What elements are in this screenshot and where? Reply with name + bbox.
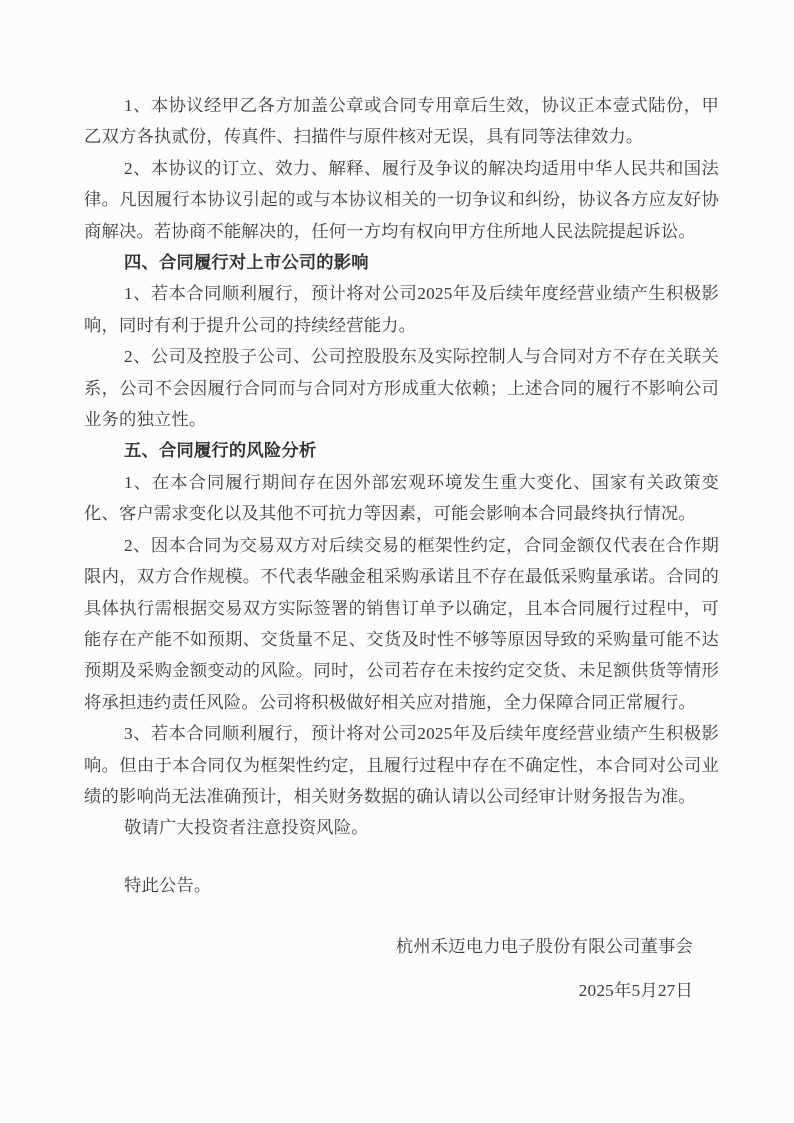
section-5-heading: 五、合同履行的风险分析 [124, 441, 317, 461]
section-5-paragraph-2: 2、因本合同为交易双方对后续交易的框架性约定，合同金额仅代表在合作期限内，双方合作规模。不代表华融金租采购承诺且不存在最低采购量承诺。合同的具体执行需根据交易双方实际签署的销售订单予以确定，且本合同履行过程中，可能存在产能不如预期、交货量不足、交货及时性不够等原因导致的采购量可能不达预期及采购金额变动的风险。同时，公司若存在未按约定交货、未足额供货等情形将承担违约责任风险。公司将积极做好相关应对措施，全力保障合同正常履行。 [84, 535, 719, 712]
section-4-heading: 四、合同履行对上市公司的影响 [124, 253, 369, 273]
general-terms-paragraph-2: 2、本协议的订立、效力、解释、履行及争议的解决均适用中华人民共和国法律。凡因履行本协议引起的或与本协议相关的一切争议和纠纷，协议各方应友好协商解决。若协商不能解决的，任何一方均有权向甲方住所地人民法院提起诉讼。 [84, 158, 719, 241]
signature-company: 杭州禾迈电力电子股份有限公司董事会 [395, 937, 693, 957]
document-content [84, 90, 719, 1006]
general-terms-paragraph-1: 1、本协议经甲乙各方加盖公章或合同专用章后生效，协议正本壹式陆份，甲乙双方各执贰份，传真件、扫描件与原件核对无误，具有同等法律效力。 [84, 96, 719, 147]
section-5-paragraph-3: 3、若本合同顺利履行，预计将对公司2025年及后续年度经营业绩产生积极影响。但由于本合同仅为框架性约定，且履行过程中存在不确定性，本合同对公司业绩的影响尚无法准确预计，相关财务数据的确认请以公司经审计财务报告为准。 [84, 724, 719, 806]
section-4-paragraph-1: 1、若本合同顺利履行，预计将对公司2025年及后续年度经营业绩产生积极影响，同时有利于提升公司的持续经营能力。 [84, 284, 719, 335]
signature-date: 2025年5月27日 [578, 980, 693, 1000]
closing-statement: 特此公告。 [124, 875, 212, 895]
section-4-paragraph-2: 2、公司及控股子公司、公司控股股东及实际控制人与合同对方不存在关联关系，公司不会因履行合同而与合同对方形成重大依赖；上述合同的履行不影响公司业务的独立性。 [84, 347, 719, 430]
investor-notice: 敬请广大投资者注意投资风险。 [124, 818, 369, 838]
section-5-paragraph-1: 1、在本合同履行期间存在因外部宏观环境发生重大变化、国家有关政策变化、客户需求变化以及其他不可抗力等因素，可能会影响本合同最终执行情况。 [84, 472, 719, 524]
signature-block [84, 931, 719, 1006]
